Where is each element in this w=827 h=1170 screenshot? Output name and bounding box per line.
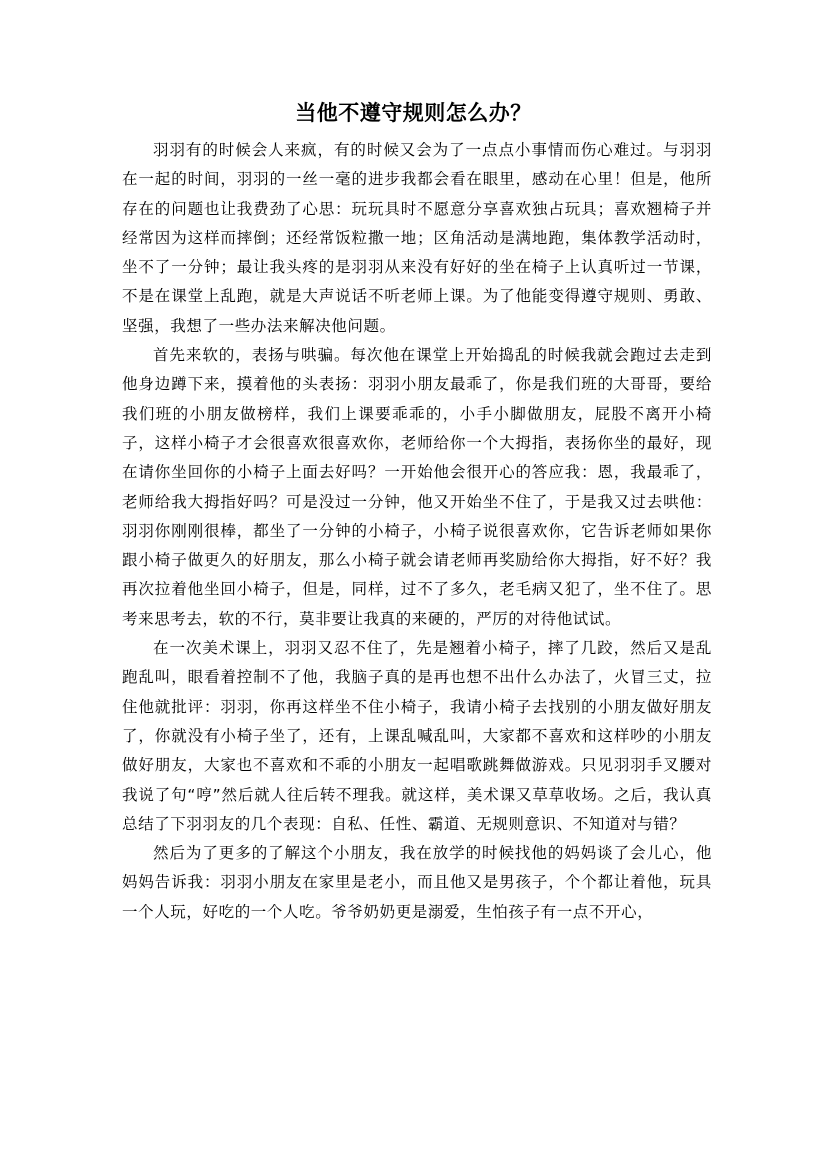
paragraph-4: 然后为了更多的了解这个小朋友，我在放学的时候找他的妈妈谈了会儿心，他妈妈告诉我：羽羽小朋友在家里是老小，而且他又是男孩子，个个都让着他，玩具一个人玩，好吃的一个人吃。爷爷奶奶更是溺爱，生怕孩子有一点不开心，: [122, 844, 712, 921]
paragraph-2: 首先来软的，表扬与哄骗。每次他在课堂上开始捣乱的时候我就会跑过去走到他身边蹲下来，摸着他的头表扬：羽羽小朋友最乖了，你是我们班的大哥哥，要给我们班的小朋友做榜样，我们上课要乖乖的，小手小脚做朋友，屁股不离开小椅子，这样小椅子才会很喜欢很喜欢你，老师给你一个大拇指，表扬你坐的最好，现在请你坐回你的小椅子上面去好吗？一开始他会很开心的答应我：恩，我最乖了，老师给我大拇指好吗？可是没过一分钟，他又开始坐不住了，于是我又过去哄他：羽羽你刚刚很棒，都坐了一分钟的小椅子，小椅子说很喜欢你，它告诉老师如果你跟小椅子做更久的好朋友，那么小椅子就会请老师再奖励给你大拇指，好不好？我再次拉着他坐回小椅子，但是，同样，过不了多久，老毛病又犯了，坐不住了。思考来思考去，软的不行，莫非要让我真的来硬的，严厉的对待他试试。: [122, 346, 712, 628]
paragraph-1: 羽羽有的时候会人来疯，有的时候又会为了一点点小事情而伤心难过。与羽羽在一起的时间，羽羽的一丝一毫的进步我都会看在眼里，感动在心里！但是，他所存在的问题也让我费劲了心思：玩玩具时不愿意分享喜欢独占玩具；喜欢翘椅子并经常因为这样而摔倒；还经常饭粒撒一地；区角活动是满地跑，集体教学活动时，坐不了一分钟；最让我头疼的是羽羽从来没有好好的坐在椅子上认真听过一节课，不是在课堂上乱跑，就是大声说话不听老师上课。为了他能变得遵守规则、勇敢、坚强，我想了一些办法来解决他问题。: [122, 141, 712, 335]
document-title: 当他不遵守规则怎么办？: [295, 101, 532, 125]
document-body: [122, 136, 712, 927]
paragraph-3: 在一次美术课上，羽羽又忍不住了，先是翘着小椅子，摔了几跤，然后又是乱跑乱叫，眼看着控制不了他，我脑子真的是再也想不出什么办法了，火冒三丈，拉住他就批评：羽羽，你再这样坐不住小椅子，我请小椅子去找别的小朋友做好朋友了，你就没有小椅子坐了，还有，上课乱喊乱叫，大家都不喜欢和这样吵的小朋友做好朋友，大家也不喜欢和不乖的小朋友一起唱歌跳舞做游戏。只见羽羽手叉腰对我说了句“哼”然后就人往后转不理我。就这样，美术课又草草收场。之后，我认真总结了下羽羽友的几个表现：自私、任性、霸道、无规则意识、不知道对与错？: [122, 639, 712, 833]
